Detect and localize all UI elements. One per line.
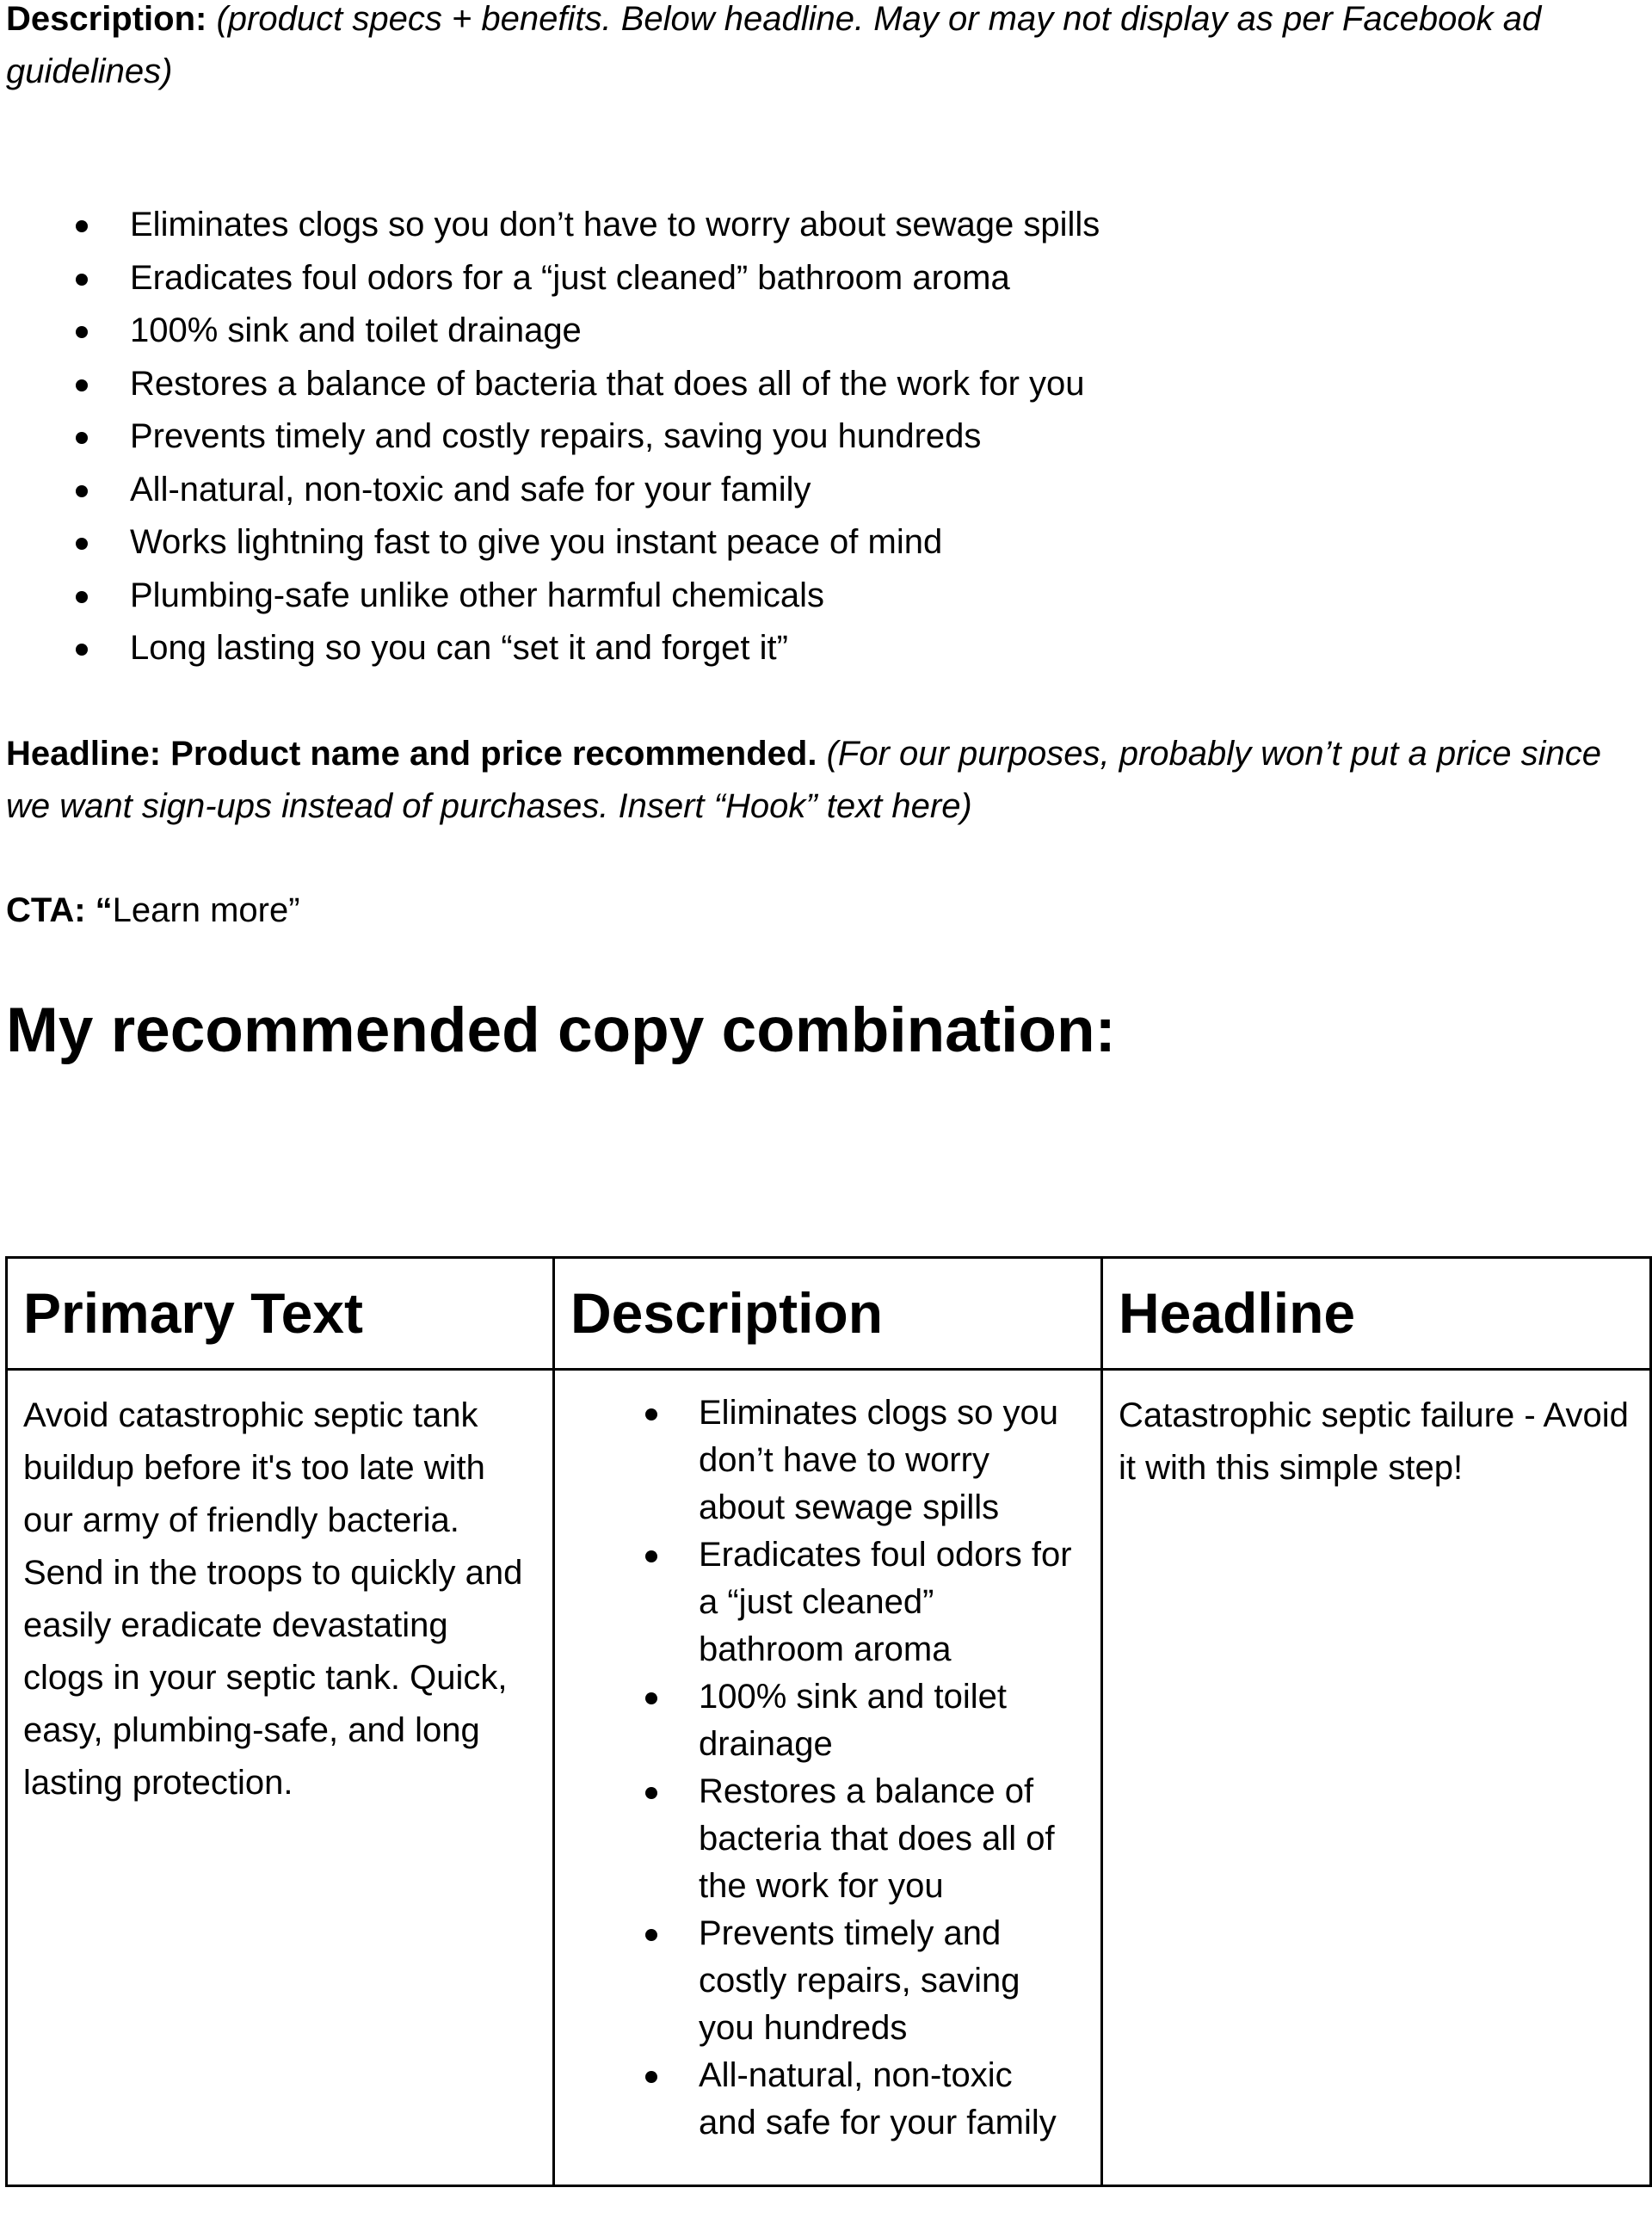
list-item: Eradicates foul odors for a “just cleaned” bathroom aroma (0, 252, 1635, 305)
list-item: All-natural, non-toxic and safe for your family (570, 2052, 1085, 2147)
cta-label: CTA: “ (6, 891, 113, 929)
list-item: Eliminates clogs so you don’t have to worry about sewage spills (0, 199, 1635, 252)
description-paragraph (6, 0, 1641, 98)
list-item: Plumbing-safe unlike other harmful chemicals (0, 570, 1635, 623)
headline-label: Headline: Product name and price recommended. (6, 735, 817, 773)
list-item: Restores a balance of bacteria that does all of the work for you (570, 1768, 1085, 1910)
headline-cell: Catastrophic septic failure - Avoid it with this simple step! (1102, 1370, 1651, 2186)
header-headline: Headline (1102, 1258, 1651, 1370)
description-note: (product specs + benefits. Below headline. May or may not display as per Facebook ad guidelines) (6, 0, 1542, 90)
table-header-row (7, 1258, 1651, 1370)
table-row (7, 1370, 1651, 2186)
header-primary-text: Primary Text (7, 1258, 554, 1370)
description-cell-list (570, 1390, 1085, 2147)
description-label: Description: (6, 0, 207, 38)
recommended-heading: My recommended copy combination: (6, 995, 1116, 1065)
list-item: Prevents timely and costly repairs, saving you hundreds (570, 1910, 1085, 2052)
list-item: Prevents timely and costly repairs, saving you hundreds (0, 410, 1635, 464)
header-description: Description (554, 1258, 1102, 1370)
list-item: Works lightning fast to give you instant peace of mind (0, 516, 1635, 570)
list-item: Eliminates clogs so you don’t have to worry about sewage spills (570, 1390, 1085, 1531)
headline-paragraph (6, 728, 1641, 833)
primary-text-cell: Avoid catastrophic septic tank buildup before it's too late with our army of friendly bacteria. Send in the troops to quickly and easily eradicate devastating clogs in your septic tank. Quick, easy, plumbing-safe, and long lasting protection. (7, 1370, 554, 2186)
cta-value: Learn more” (112, 891, 300, 929)
copy-combination-table (5, 1256, 1652, 2187)
list-item: All-natural, non-toxic and safe for your family (0, 464, 1635, 517)
cta-paragraph (6, 884, 1641, 937)
headline-note: (For our purposes, probably won’t put a price since we want sign-ups instead of purchases. Insert “Hook” text here) (6, 735, 1602, 825)
list-item: 100% sink and toilet drainage (570, 1673, 1085, 1768)
list-item: Eradicates foul odors for a “just cleaned” bathroom aroma (570, 1531, 1085, 1673)
list-item: Restores a balance of bacteria that does all of the work for you (0, 358, 1635, 411)
description-bullet-list (0, 199, 1635, 675)
description-cell (554, 1370, 1102, 2186)
list-item: 100% sink and toilet drainage (0, 305, 1635, 358)
list-item: Long lasting so you can “set it and forget it” (0, 622, 1635, 675)
